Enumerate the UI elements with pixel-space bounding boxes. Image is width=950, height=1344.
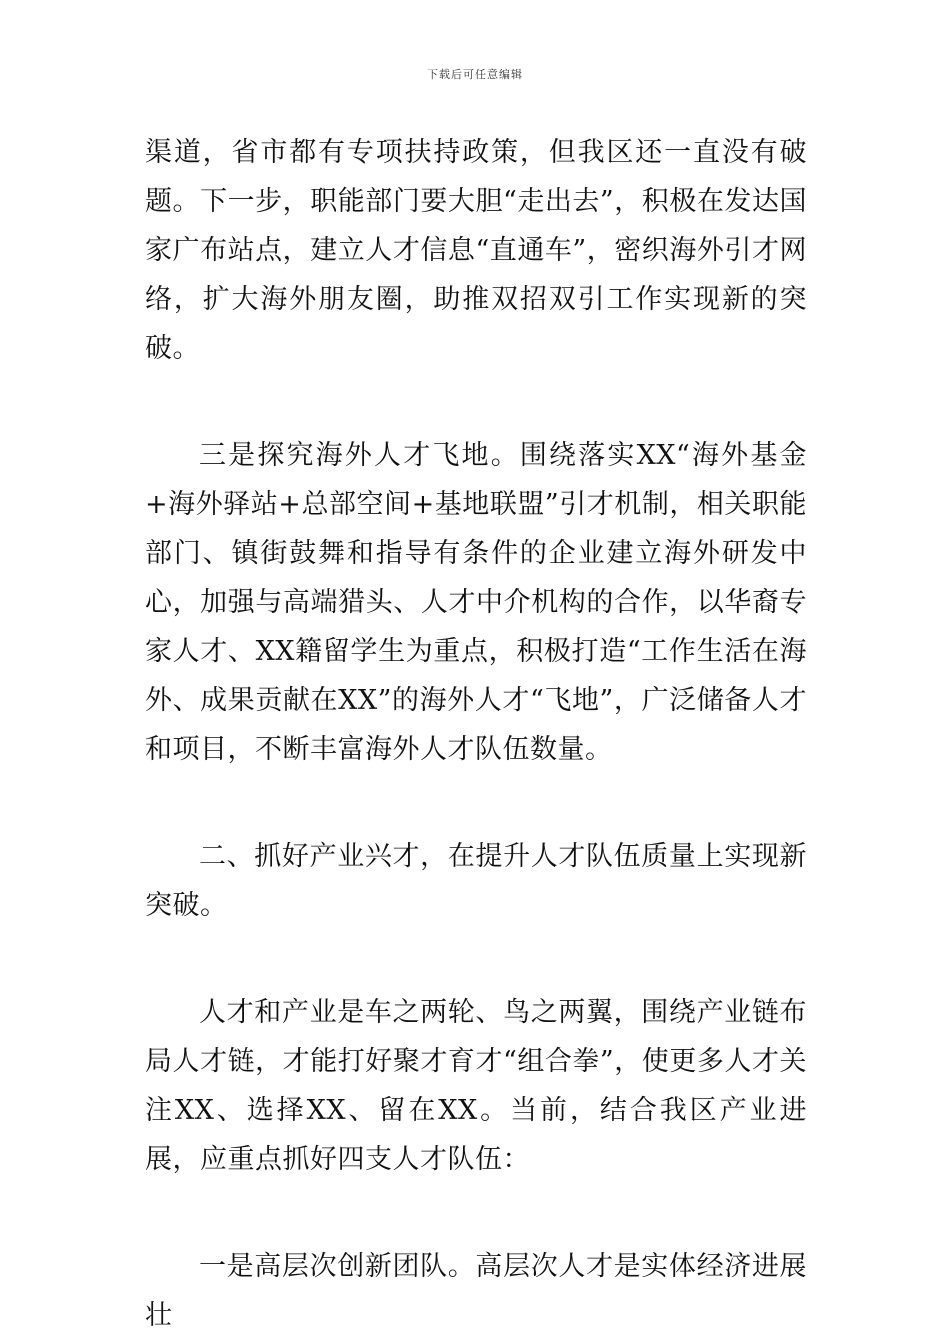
header-note: 下载后可任意编辑: [427, 68, 523, 81]
paragraph-3-section-heading: 二、抓好产业兴才，在提升人才队伍质量上实现新突破。: [145, 841, 807, 921]
document-body: [145, 128, 807, 1340]
paragraph-5: 一是高层次创新团队。高层次人才是实体经济进展壮: [145, 1251, 807, 1331]
paragraph-1: 渠道，省市都有专项扶持政策，但我区还一直没有破题。下一步，职能部门要大胆“走出去”，积极在发达国家广布站点，建立人才信息“直通车”，密织海外引才网络，扩大海外朋友圈，助推双招双引工作实现新的突破。: [145, 137, 807, 364]
paragraph-2: 三是探究海外人才飞地。围绕落实XX“海外基金+海外驿站+总部空间+基地联盟”引才机制，相关职能部门、镇街鼓舞和指导有条件的企业建立海外研发中心，加强与高端猎头、人才中介机构的合作，以华裔专家人才、XX籍留学生为重点，积极打造“工作生活在海外、成果贡献在XX”的海外人才“飞地”，广泛储备人才和项目，不断丰富海外人才队伍数量。: [145, 440, 807, 765]
paragraph-4: 人才和产业是车之两轮、鸟之两翼，围绕产业链布局人才链，才能打好聚才育才“组合拳”，使更多人才关注XX、选择XX、留在XX。当前，结合我区产业进展，应重点抓好四支人才队伍：: [145, 997, 807, 1175]
